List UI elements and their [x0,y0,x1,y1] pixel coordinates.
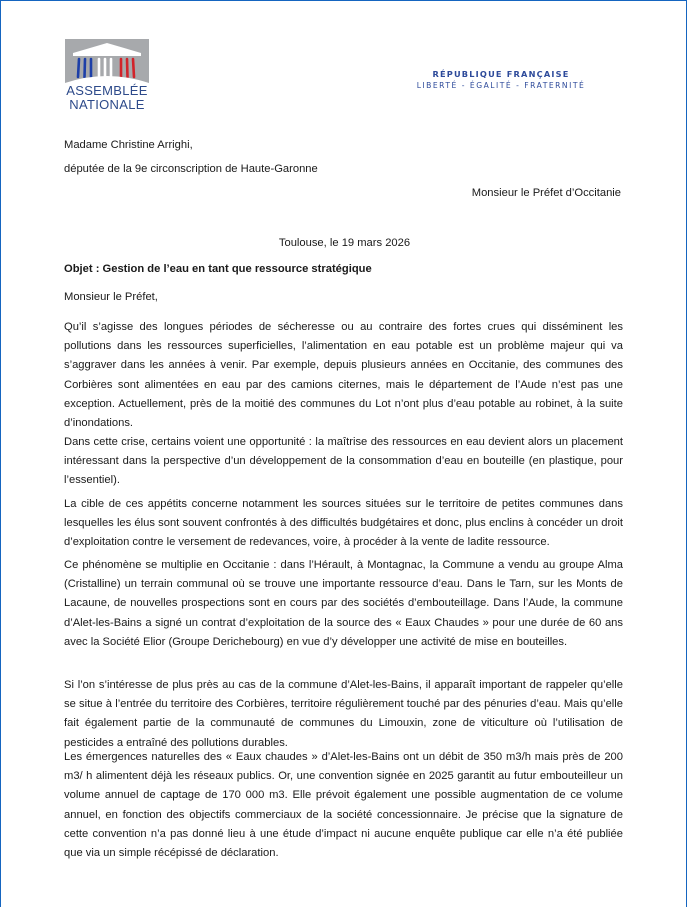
recipient: Monsieur le Préfet d’Occitanie [471,187,621,199]
salutation: Monsieur le Préfet, [64,291,158,303]
paragraph: La cible de ces appétits concerne notamment les sources situées sur le territoire de petites communes dans lesquelles les élus sont souvent confrontés à des difficultés budgétaires et donc, plus enclins à concéder un droit d’exploitation contre le versement de redevances, voire, à procéder à la vente de ladite ressource. [64,498,623,549]
paragraph: Si l’on s’intéresse de plus près au cas de la commune d’Alet-les-Bains, il apparaît important de rappeler qu’elle se situe à l’entrée du territoire des Corbières, territoire régulièrement touché par des pénuries d’eau. Mais qu’elle fait également partie de la communauté de communes du Limouxin, zone de viticulture où l’utilisation de pesticides a entraîné des pollutions durables. [64,679,623,749]
paragraph: Ce phénomène se multiplie en Occitanie : dans l’Hérault, à Montagnac, la Commune a vendu au groupe Alma (Cristalline) un terrain communal où se trouve une importante ressource d’eau. Dans le Tarn, sur les Monts de Lacaune, de nouvelles prospections sont en cours par des sociétés d’embouteillage. Dans l’Aude, la commune d’Alet-les-Bains a signé un contrat d’exploitation de la source des « Eaux Chaudes » pour une durée de 60 ans avec la Société Elior (Groupe Derichebourg) en vue d’y développer une activité de mise en bouteilles. [64,559,623,648]
hemicycle-icon [65,39,149,83]
paragraph: Qu’il s’agisse des longues périodes de sécheresse ou au contraire des fortes crues qui disséminent les pollutions dans les ressources superficielles, l’alimentation en eau potable est un problème majeur qui va s’aggraver dans les années à venir. Par exemple, depuis plusieurs années en Occitanie, des communes des Corbières sont alimentées en eau par des camions citernes, mais le département de l’Aude n’est pas une exception. Actuellement, près de la moitié des communes du Lot n’ont plus d’eau potable au robinet, à la suite d’inondations. [64,321,623,430]
republique-francaise: RÉPUBLIQUE FRANÇAISE [432,69,570,79]
letter-subject: Objet : Gestion de l’eau en tant que ressource stratégique [64,263,372,275]
logo-line2: NATIONALE [69,97,145,112]
author-role: députée de la 9e circonscription de Haute-Garonne [64,163,318,175]
paragraph: Les émergences naturelles des « Eaux chaudes » d’Alet-les-Bains ont un débit de 350 m3/h mais près de 200 m3/ h alimentent déjà les réseaux publics. Or, une convention signée en 2025 garantit au futur embouteilleur un volume annuel de captage de 170 000 m3. Elle prévoit également une possible augmentation de ce volume annuel, en fonction des objectifs commerciaux de la société concessionnaire. Je précise que la signature de cette convention n’a pas donné lieu à une étude d’impact ni aucune enquête publique car elle n’a été publiée que via un simple récépissé de déclaration. [64,751,623,860]
devise: LIBERTÉ - ÉGALITÉ - FRATERNITÉ [416,81,586,90]
logo-line1: ASSEMBLÉE [66,83,148,98]
paragraph: Dans cette crise, certains voient une opportunité : la maîtrise des ressources en eau devient alors un placement intéressant dans la perspective d’un développement de la consommation d’eau en bouteille (en plastique, pour l’essentiel). [64,436,623,487]
author-name: Madame Christine Arrighi, [64,139,193,151]
letter-date: Toulouse, le 19 mars 2026 [278,237,411,249]
assemblee-nationale-logo [63,39,151,111]
